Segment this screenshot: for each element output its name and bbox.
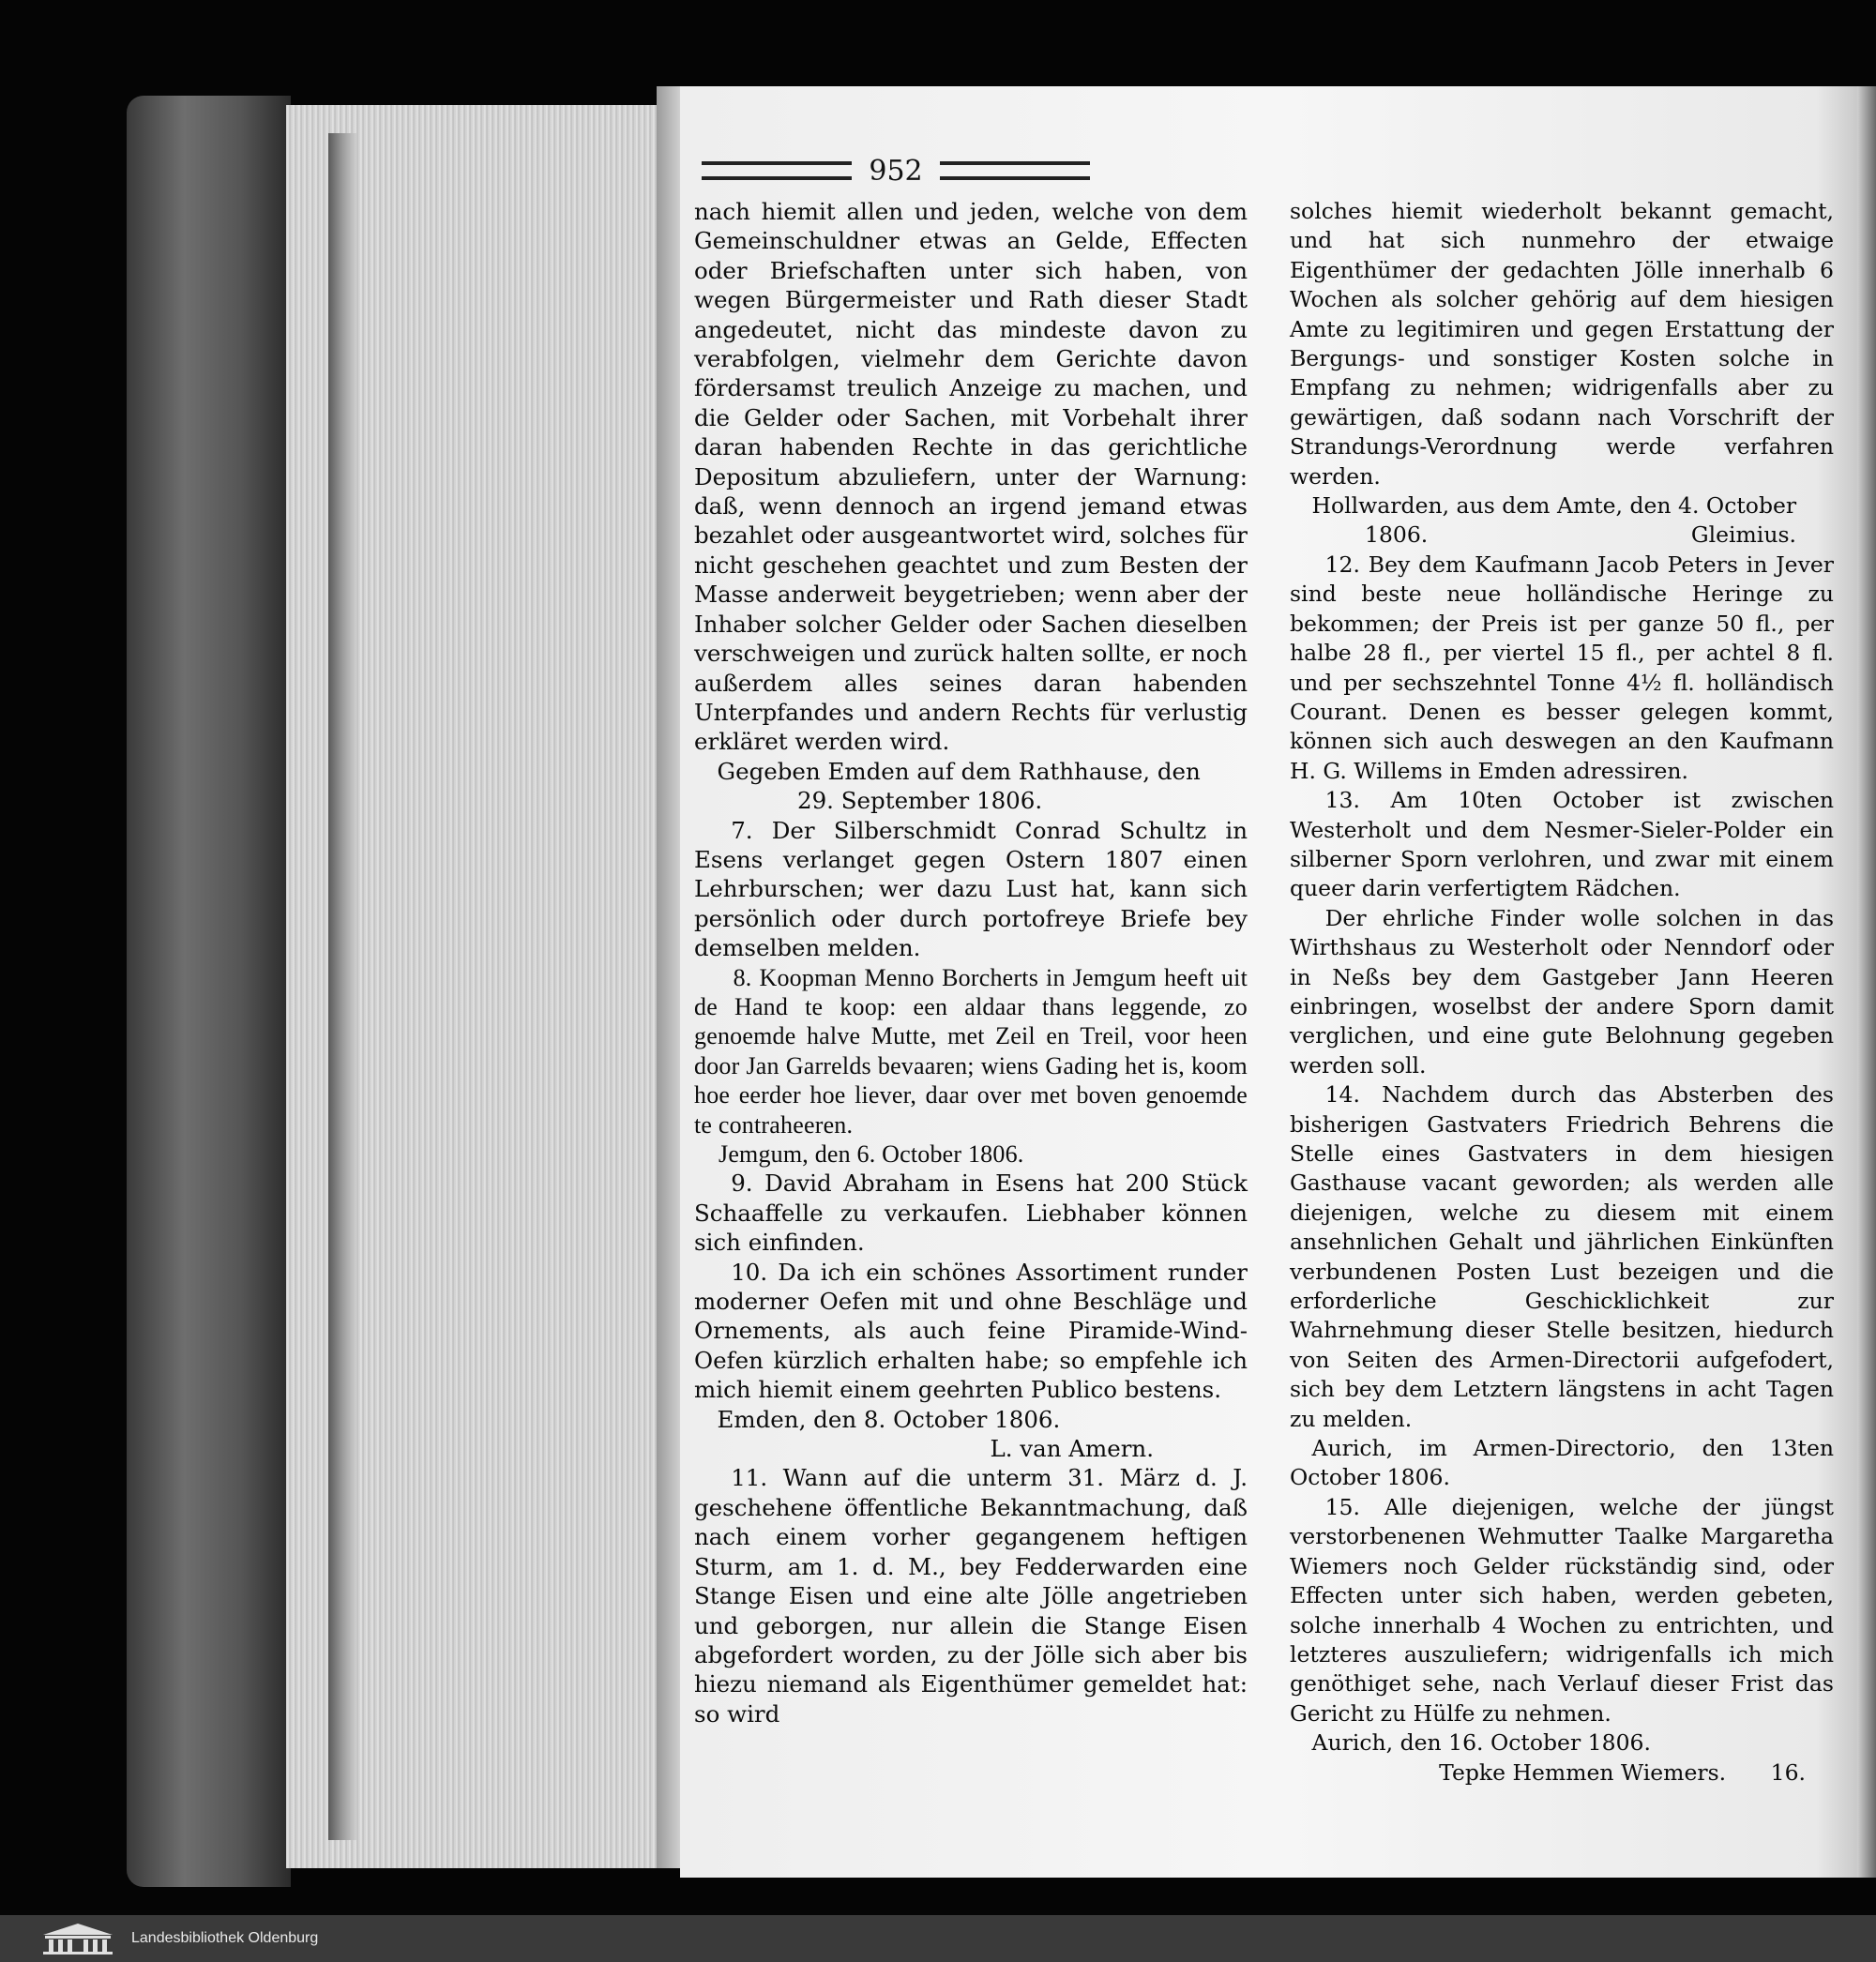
- notice-11-signature: Gleimius.: [1690, 521, 1796, 549]
- notice-11-place: Hollwarden, aus dem Amte, den 4. October: [1311, 492, 1797, 520]
- library-building-icon: [38, 1922, 118, 1955]
- footer-bar: [0, 1915, 1876, 1962]
- notice-7: 7. Der Silberschmidt Conrad Schultz in Esens verlanget gegen Ostern 1807 einen Lehrburschen; wer dazu Lust hat, kann sich persönlich oder durch portofreye Briefe bey demselben melden.: [694, 816, 1248, 962]
- page-right-edge: [1857, 86, 1876, 1878]
- left-column: [694, 197, 1248, 1728]
- notice-place: Gegeben Emden auf dem Rathhause, den: [717, 757, 1201, 785]
- book: [127, 86, 1876, 1896]
- next-notice-number: 16.: [1770, 1758, 1806, 1786]
- notice-14-place: Aurich, im Armen-Directorio, den 13ten October 1806.: [1290, 1435, 1834, 1491]
- page-number: 952: [869, 154, 923, 188]
- notice-15: 15. Alle diejenigen, welche der jüngst verstorbenenen Wehmutter Taalke Margaretha Wiemers noch Gelder rückständig sind, oder Effecten unter sich haben, werden gebeten, solche innerhalb 4 Wochen zu entrichten, und letzteres auszuliefern; widrigenfalls ich mich genöthiget sehe, nach Verlauf dieser Frist das Gericht zu Hülfe zu nehmen.: [1290, 1493, 1834, 1727]
- notice-11: 11. Wann auf die unterm 31. März d. J. geschehene öffentliche Bekanntmachung, daß nach einem vorher gegangenem heftigen Sturm, am 1. d. M., bey Fedderwarden eine Stange Eisen und eine alte Jölle angetrieben und geborgen, nur allein die Stange Eisen abgefordert worden, zu der Jölle sich aber bis hiezu niemand als Eigenthümer gemeldet hat: so wird: [694, 1464, 1248, 1728]
- notice-11-year: 1806.: [1365, 521, 1429, 549]
- notice-12: 12. Bey dem Kaufmann Jacob Peters in Jever sind beste neue holländische Heringe zu bekommen; der Preis ist per ganze 50 fl., per halbe 28 fl., per viertel 15 fl., per achtel 8 fl. und per sechszehntel Tonne 4½ fl. holländisch Courant. Denen es besser gelegen kommt, können sich auch deswegen an den Kaufmann H. G. Willems in Emden adressiren.: [1290, 551, 1834, 784]
- header-rule-right: [940, 161, 1090, 180]
- notice-10: 10. Da ich ein schönes Assortiment runder moderner Oefen mit und ohne Beschläge und Ornements, als auch feine Piramide-Wind-Oefen kürzlich erhalten habe; so empfehle ich mich hiemit einem geehrten Publico bestens.: [694, 1258, 1248, 1404]
- library-name: Landesbibliothek Oldenburg: [131, 1930, 319, 1946]
- page-header: [652, 152, 1140, 189]
- notice-continuation: nach hiemit allen und jeden, welche von dem Gemeinschuldner etwas an Gelde, Effecten oder Briefschaften unter sich haben, von wegen Bürgermeister und Rath dieser Stadt angedeutet, nicht das mindeste davon zu verabfolgen, vielmehr dem Gerichte davon fördersamst treulich Anzeige zu machen, und die Gelder oder Sachen, mit Vorbehalt ihrer daran habenden Rechte in das gerichtliche Depositum abzuliefern, unter der Warnung: daß, wenn dennoch an irgend jemand etwas bezahlet oder ausgeantwortet wird, solches für nicht geschehen geachtet und zum Besten der Masse anderweit beygetrieben; wenn aber der Inhaber solcher Gelder oder Sachen dieselben verschweigen und zurück halten sollte, er noch außerdem alles seines daran habenden Unterpfandes und andern Rechts für verlustig erkläret werden wird.: [694, 198, 1248, 756]
- book-cover: [127, 96, 291, 1887]
- notice-15-signature: Tepke Hemmen Wiemers.: [1439, 1758, 1727, 1786]
- right-column: [1290, 197, 1834, 1788]
- notice-13-continued: Der ehrliche Finder wolle solchen in das Wirthshaus zu Westerholt oder Nenndorf oder in Neßs bey dem Gastgeber Jann Heeren einbringen, woselbst der andere Sporn damit verglichen, und eine gute Belohnung gegeben werden soll.: [1290, 904, 1834, 1079]
- notice-date: 29. September 1806.: [797, 787, 1043, 815]
- notice-11-continuation: solches hiemit wiederholt bekannt gemacht, und hat sich nunmehro der etwaige Eigenthümer der gedachten Jölle innerhalb 6 Wochen als solcher gehörig auf dem hiesigen Amte zu legitimiren und gegen Erstattung der Bergungs- und sonstiger Kosten solche in Empfang zu nehmen; widrigenfalls aber zu gewärtigen, daß sodann nach Vorschrift der Strandungs-Verordnung werde verfahren werden.: [1290, 198, 1834, 490]
- notice-9: 9. David Abraham in Esens hat 200 Stück Schaaffelle zu verkaufen. Liebhaber können sich einfinden.: [694, 1170, 1248, 1257]
- notice-10-signature: L. van Amern.: [990, 1435, 1154, 1463]
- notice-15-signature-line: [1290, 1758, 1834, 1788]
- notice-14: 14. Nachdem durch das Absterben des bisherigen Gastvaters Friedrich Behrens die Stelle eines Gastvaters in dem hiesigen Gasthause vacant geworden; als werden alle diejenigen, welche zu diesem mit einem ansehnlichen Gehalt und jährlichen Einkünften verbundenen Posten Lust bezeigen und die erforderliche Geschicklichkeit zur Wahrnehmung dieser Stelle besitzen, hiedurch von Seiten des Armen-Directorii aufgefodert, sich bey dem Letztern längstens in acht Tagen zu melden.: [1290, 1081, 1834, 1432]
- notice-13: 13. Am 10ten October ist zwischen Westerholt und dem Nesmer-Sieler-Polder ein silberner Sporn verlohren, und zwar mit einem queer darin verfertigtem Rädchen.: [1290, 787, 1834, 902]
- notice-8: 8. Koopman Menno Borcherts in Jemgum heeft uit de Hand te koop: een aldaar thans leggende, zo genoemde halve Mutte, met Zeil en Treil, voor heen door Jan Garrelds bevaaren; wiens Gading het is, koom hoe eerder hoe liever, daar over met boven genoemde te contraheeren.: [694, 963, 1248, 1139]
- notice-15-place: Aurich, den 16. October 1806.: [1311, 1729, 1651, 1757]
- page-stack-shadow: [328, 133, 356, 1840]
- header-rule-left: [702, 161, 852, 180]
- notice-10-place: Emden, den 8. October 1806.: [717, 1405, 1061, 1433]
- notice-11-date-line: [1290, 521, 1834, 550]
- notice-8-place: Jemgum, den 6. October 1806.: [719, 1140, 1024, 1168]
